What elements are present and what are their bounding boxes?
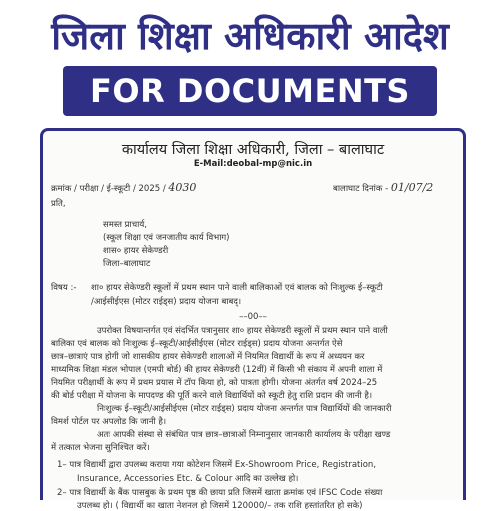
body-line: में तत्काल भेजना सुनिश्चित करें। xyxy=(51,443,150,453)
office-email: E-Mail:deobal-mp@nic.in xyxy=(193,159,313,169)
body-line: विमर्श पोर्टल पर अपलोड कि जानी है। xyxy=(51,417,167,427)
body-line: उपरोक्त विषयान्तर्गत एवं संदर्भित पत्रानुसार शा० हायर सेकेण्डरी स्कूलों में प्रथम स्थान पाने वाली xyxy=(97,326,388,336)
reference-line xyxy=(51,181,196,194)
banner-for-documents: FOR DOCUMENTS xyxy=(63,66,437,116)
date-line xyxy=(333,181,433,194)
body-line: निःशुल्क ई–स्कूटी/आईसीईएस (मोटर राईड्स) प्रदाय योजना अन्तर्गत पात्र विद्यार्थियों की जानकारी xyxy=(97,404,392,414)
date-value: 01/07/2 xyxy=(390,181,434,194)
recipient-line: शास० हायर सेकेण्डरी xyxy=(103,246,169,256)
office-title: कार्यालय जिला शिक्षा अधिकारी, जिला – बालाघाट xyxy=(121,142,385,158)
date-label: बालाघाट दिनांक - xyxy=(333,184,389,194)
body-line: नियमित परीक्षार्थी के रूप में प्रथम प्रयास में टॉप किया हो, को पात्रता होगी। योजना अंतर्गत वर्ष 2024–25 xyxy=(51,378,378,388)
list-item: 1– पात्र विद्यार्थी द्वारा उपलब्ध कराया गया कोटेशन जिसमें Ex-Showroom Price, Registration, xyxy=(57,460,377,470)
reference-label: क्रमांक / परीक्षा / ई-स्कूटी / 2025 / xyxy=(51,184,166,194)
reference-number: 4030 xyxy=(168,181,197,194)
list-item: 2– पात्र विद्यार्थी के बैंक पासबुक के प्रथम पृष्ठ की छाया प्रति जिसमें खाता क्रमांक एवं IFSC Code संख्या xyxy=(57,488,383,498)
recipient-line: समस्त प्राचार्य, xyxy=(103,220,147,230)
body-line: छात्र–छात्राएं पात्र होगी जो शासकीय हायर सेकेण्डरी शालाओं में नियमित विद्यार्थी के रूप में अध्ययन कर xyxy=(51,352,365,362)
subject-label: विषय :- xyxy=(51,283,77,293)
body-line: बालिका एवं बालक को निःशुल्क ई–स्कूटी/आईसीईएस (मोटर राईड्स) प्रदाय योजना अन्तर्गत ऐसे xyxy=(51,339,343,349)
body-line: अतः आपकी संस्था से संबंधित पात्र छात्र–छात्राओं निम्नानुसार जानकारी कार्यालय के परीक्षा खण्ड xyxy=(97,430,391,440)
document-preview xyxy=(40,128,466,511)
list-item: उपलब्ध हो। ( विद्यार्थी का खाता नेशनल हो जिसमें 120000/– तक राशि हस्तांतरित हो सके) xyxy=(77,501,363,511)
page-headline: जिला शिक्षा अधिकारी आदेश xyxy=(51,14,449,58)
body-line: माध्यमिक शिक्षा मंडल भोपाल (एमपी बोर्ड) की हायर सेकेण्डरी (12वीं) में किसी भी संकाय में अपनी शाला में xyxy=(51,365,383,375)
list-item: Insurance, Accessories Etc. & Colour आदि का उल्लेख हो। xyxy=(77,474,299,484)
subject-line: शा० हायर सेकेण्डरी स्कूलों में प्रथम स्थान पाने वाली बालिकाओं एवं बालक को निःशुल्क ई–स्कूटी xyxy=(91,283,383,293)
subject-line: /आईसीईएस (मोटर राईड्स) प्रदाय योजना बाबद्। xyxy=(91,297,242,307)
body-line: की बोर्ड परीक्षा में योजना के मापदण्ड की पूर्ति करने वाले विद्यार्थियों को स्कूटी हेतु राशि प्रदान की जानी है। xyxy=(51,391,373,401)
recipient-line: (स्कूल शिक्षा एवं जनजातीय कार्य विभाग) xyxy=(103,233,230,243)
recipient-line: जिला–बालाघाट xyxy=(103,259,151,269)
divider: ––00–– xyxy=(239,312,267,322)
prati: प्रति, xyxy=(51,199,66,209)
